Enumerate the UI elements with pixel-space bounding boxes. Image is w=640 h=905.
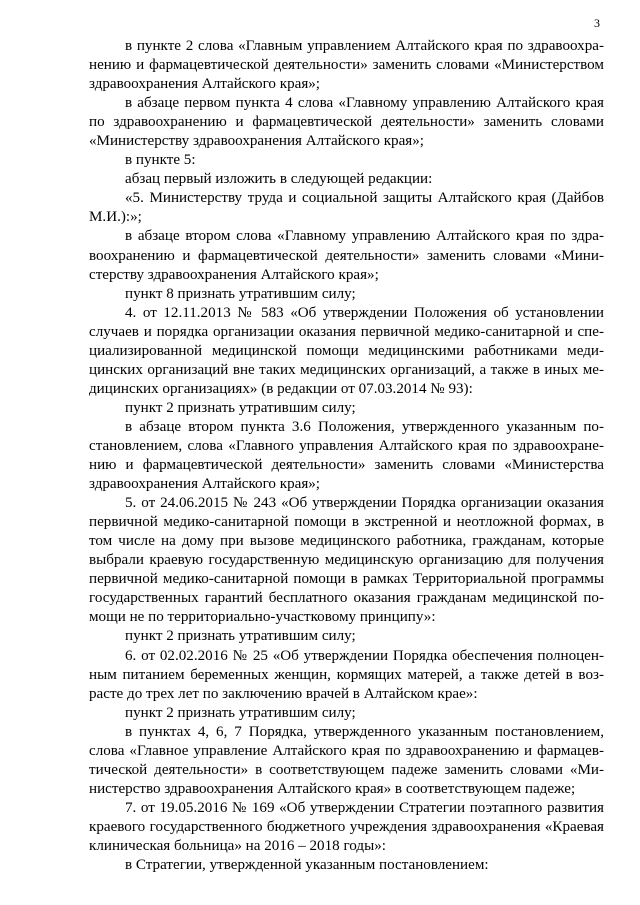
paragraph: «5. Министерству труда и социальной защиты Алтайского края (Дайбов М.И.):»; <box>89 190 604 226</box>
paragraph: пункт 2 признать утратившим силу; <box>125 399 356 416</box>
paragraph: в пункте 5: <box>125 152 196 169</box>
paragraph: в пункте 2 слова «Главным управлением Алтайского края по здравоохранению и фармацевтической деятельности» заменить словами «Министерством здравоохранения Алтайского края»; <box>89 38 604 93</box>
paragraph: в абзаце втором слова «Главному управлению Алтайского края по здравоохранению и фармацевтической деятельности» заменить словами «Министерству здравоохранения Алтайского края»; <box>89 228 604 283</box>
paragraph: в пунктах 4, 6, 7 Порядка, утвержденного указанным постановлением, слова «Главное управление Алтайского края по здравоохранению и фармацевтической деятельности» в соответствующем падеже заменить словами «Министерство здравоохранения Алтайского края» в соответствующем падеже; <box>89 723 604 797</box>
paragraph: в абзаце первом пункта 4 слова «Главному управлению Алтайского края по здравоохранению и фармацевтической деятельности» заменить словами «Министерству здравоохранения Алтайского края»; <box>89 95 604 150</box>
page-number: 3 <box>594 16 600 30</box>
paragraph: 4. от 12.11.2013 № 583 «Об утверждении Положения об установлении случаев и порядка организации оказания первичной медико-санитарной и специализированной медицинской помощи медицинскими работниками медицинских организаций вне таких медицинских организаций, а также в иных медицинских организациях» (в редакции от 07.03.2014 № 93): <box>89 304 604 397</box>
paragraph: абзац первый изложить в следующей редакции: <box>125 171 433 188</box>
paragraph: пункт 8 признать утратившим силу; <box>125 285 356 302</box>
paragraph: 6. от 02.02.2016 № 25 «Об утверждении Порядка обеспечения полноценным питанием беременных женщин, кормящих матерей, а также детей в возрасте до трех лет по заключению врачей в Алтайском крае»: <box>89 647 604 702</box>
paragraph: 7. от 19.05.2016 № 169 «Об утверждении Стратегии поэтапного развития краевого государственного бюджетного учреждения здравоохранения «Краевая клиническая больница» на 2016 – 2018 годы»: <box>89 799 604 854</box>
paragraph: в абзаце втором пункта 3.6 Положения, утвержденного указанным постановлением, слова «Главного управления Алтайского края по здравоохранению и фармацевтической деятельности» заменить словами «Министерства здравоохранения Алтайского края»; <box>89 418 604 493</box>
paragraph: в Стратегии, утвержденной указанным постановлением: <box>125 857 489 874</box>
paragraph: пункт 2 признать утратившим силу; <box>125 704 356 721</box>
paragraph: пункт 2 признать утратившим силу; <box>125 628 356 645</box>
document-body <box>89 37 604 875</box>
paragraph: 5. от 24.06.2015 № 243 «Об утверждении Порядка организации оказания первичной медико-санитарной помощи в экстренной и неотложной формах, в том числе на дому при вызове медицинского работника, гражданам, которые выбрали краевую государственную медицинскую организацию для получения первичной медико-санитарной помощи в рамках Территориальной программы государственных гарантий бесплатного оказания гражданам медицинской помощи не по территориально-участковому принципу»: <box>89 495 604 626</box>
